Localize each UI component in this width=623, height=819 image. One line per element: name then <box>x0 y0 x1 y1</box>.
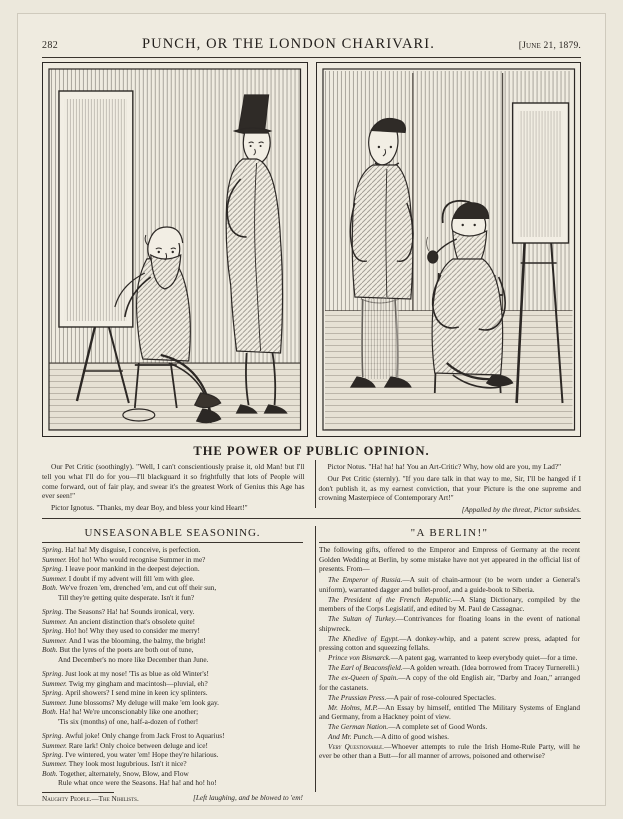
right-article-intro: The following gifts, offered to the Emperor and Empress of Germany at the recent Golden Wedding at Berlin, by some mistake have not yet appeared in the official list of presents. From— <box>319 545 580 574</box>
gift-entry <box>319 673 580 692</box>
gift-entry <box>319 732 580 741</box>
gift-description: —An Essay by himself, entitled The Military Systems of England and Germany, from a Hackney point of view. <box>319 702 580 722</box>
article-a-berlin <box>319 526 580 802</box>
gift-source: Prince von Bismarck. <box>328 653 391 663</box>
poem-speaker: Spring. <box>42 749 66 759</box>
poem-line: Summer. Rare lark! Only choice between deluge and ice! <box>42 740 208 750</box>
poem-speaker: Summer. <box>42 740 69 750</box>
poem-line: Summer. June blossoms? My deluge will make 'em look gay. <box>42 697 219 707</box>
poem-speaker: Spring. <box>42 669 66 679</box>
poem-speaker: Both. <box>42 707 60 717</box>
dialogue-line: Pictor Ignotus. "Thanks, my dear Boy, and bless your kind Heart!" <box>51 503 248 513</box>
article-unseasonable-seasoning <box>42 526 303 802</box>
dialogue-line: Our Pet Critic (sternly). "If you dare talk in that way to me, Sir, I'll be hanged if I don't publish it, as my earnest conviction, that your Picture is the one supreme and crowning Masterpiece of Contemporary Art!" <box>318 473 581 503</box>
poem-line: Spring. I leave poor mankind in the deepest dejection. <box>42 564 200 574</box>
gift-description: —A donkey-whip, and a patent screw press, adapted for pressing cotton and squeezing fellahs. <box>319 633 580 653</box>
body-columns <box>42 526 581 802</box>
gift-entry <box>319 614 580 633</box>
poem-line: Both. But the lyres of the poets are both out of tune, <box>42 645 194 655</box>
footer-rule <box>42 792 114 793</box>
gift-source: The Prussian Press. <box>328 692 387 702</box>
gift-entry <box>319 575 580 594</box>
gift-description: —Contrivances for floating loans in the event of national shipwreck. <box>319 614 580 633</box>
gift-entry <box>319 703 580 722</box>
gift-source: The Khedive of Egypt. <box>328 633 400 643</box>
gift-entry <box>319 595 580 614</box>
masthead <box>42 36 581 58</box>
poem-speaker: Summer. <box>42 635 69 645</box>
poem-line: Both. Together, alternately, Snow, Blow, and Flow <box>42 768 189 778</box>
dialogue-stage-direction: [Appalled by the threat, Pictor subsides. <box>461 505 581 515</box>
printed-sheet <box>18 14 605 805</box>
dialogue-line: Pictor Notus. "Ha! ha! ha! You an Art-Critic? Why, how old are you, my Lad?" <box>327 462 562 471</box>
gift-source: The Emperor of Russia. <box>328 575 403 585</box>
very-questionable-note <box>319 742 580 761</box>
gift-description: —A golden wreath. (Idea borrowed from Tracey Turnerelli.) <box>402 663 580 673</box>
gift-entry <box>319 722 580 731</box>
poem-speaker: Summer. <box>42 697 69 707</box>
poem-line: Spring. Ho! ho! Why they used to consider me merry! <box>42 626 200 636</box>
poem-speaker: Spring. <box>42 626 66 636</box>
engraving-left-art <box>43 63 307 436</box>
naughty-people-note: Naughty People.—The Nihilists. <box>42 794 139 803</box>
dialogue-line: Our Pet Critic (soothingly). "Well, I can't conscientiously praise it, old Man! but I'll tell you what I'll do for you—I'll blackguard it so frightfully that lots of People will come forward, out of fair play, and swear it's the greatest Work of Genius this Age has ever seen!" <box>42 462 305 501</box>
poem-line: Spring. The Seasons? Ha! ha! Sounds ironical, very. <box>42 607 195 617</box>
gift-source: The President of the French Republic. <box>328 594 453 604</box>
poem-line: Summer. I doubt if my advent will fill 'em with glee. <box>42 573 195 583</box>
poem-line: Spring. April showers? I send mine in keen icy splinters. <box>42 688 208 698</box>
gift-description: —A copy of the old English air, "Darby and Joan," arranged for the castanets. <box>319 673 580 692</box>
poem-speaker: Spring. <box>42 731 66 741</box>
engraving-left-artist-and-critic <box>42 62 308 437</box>
engraving-right-two-critics <box>316 62 582 437</box>
poem-speaker: Spring. <box>42 607 66 617</box>
gift-entry <box>319 663 580 672</box>
gift-source: Mr. Holms, M.P. <box>328 702 378 712</box>
poem-speaker: Both. <box>42 768 60 778</box>
cartoon-plate <box>42 62 581 437</box>
poem-speaker: Spring. <box>42 564 66 574</box>
poem-line: Spring. Ha! ha! My disguise, I conceive, is perfection. <box>42 545 201 555</box>
poem-speaker: Both. <box>42 645 60 655</box>
gift-source: The German Nation. <box>328 722 389 732</box>
gift-source: The Sultan of Turkey. <box>328 614 397 624</box>
dialogue-right-column <box>319 462 582 517</box>
cartoon-dialogue <box>42 462 581 517</box>
section-rule <box>42 518 581 519</box>
poem-stanza <box>42 731 303 788</box>
poem-line: Summer. Twig my gingham and macintosh—pluvial, eh? <box>42 678 208 688</box>
gift-description: —A patent gag, warranted to keep everybody quiet—for a time. <box>390 653 578 663</box>
poem-line: 'Tis six (months) of one, half-a-dozen of t'other! <box>58 716 199 726</box>
poem-speaker: Summer. <box>42 678 69 688</box>
poem-line: Summer. Ho! ho! Who would recognise Summer in me? <box>42 554 206 564</box>
gift-description: —A suit of chain-armour (to be worn under a General's uniform), warranted dagger and bullet-proof, and a guide-book to Siberia. <box>319 575 580 594</box>
poem-line: Rule what once were the Seasons. Ha! ha! and ho! ho! <box>58 778 217 788</box>
gift-entry <box>319 653 580 662</box>
poem-body <box>42 545 303 788</box>
poem-stanza <box>42 545 303 602</box>
left-column-footer <box>42 790 303 804</box>
gift-description: —A pair of rose-coloured Spectacles. <box>386 692 496 702</box>
gift-source: The Earl of Beaconsfield. <box>328 663 403 673</box>
dialogue-left-column <box>42 462 305 517</box>
poem-line: Summer. An ancient distinction that's obsolete quite! <box>42 616 196 626</box>
poem-speaker: Both. <box>42 583 60 593</box>
poem-line: And December's no more like December than June. <box>58 654 209 664</box>
gift-description: —A ditto of good wishes. <box>373 732 450 741</box>
publication-title: PUNCH, OR THE LONDON CHARIVARI. <box>141 36 435 52</box>
gift-list <box>319 575 580 741</box>
poem-stanza <box>42 607 303 664</box>
poem-stage-direction: [Left laughing, and be blowed to 'em! <box>193 792 303 802</box>
poem-speaker: Spring. <box>42 545 66 555</box>
poem-line: Both. We've frozen 'em, drenched 'em, and cut off their sun, <box>42 583 217 593</box>
gift-source: The ex-Queen of Spain. <box>328 673 399 683</box>
issue-date: [June 21, 1879. <box>518 41 581 51</box>
poem-line: Spring. Just look at my nose! 'Tis as blue as old Winter's! <box>42 669 209 679</box>
poem-stanza <box>42 669 303 726</box>
right-article-heading: "A BERLIN!" <box>319 526 580 543</box>
poem-speaker: Spring. <box>42 688 66 698</box>
poem-speaker: Summer. <box>42 573 69 583</box>
gift-entry <box>319 693 580 702</box>
poem-line: Summer. They look most lugubrious. Isn't it nice? <box>42 759 187 769</box>
gift-entry <box>319 634 580 653</box>
poem-line: Till they're getting quite desperate. Isn't it fun? <box>58 592 195 602</box>
poem-line: Summer. And I was the blooming, the balmy, the bright! <box>42 635 206 645</box>
poem-line: Both. Ha! ha! We're unconscionably like one another; <box>42 707 199 717</box>
very-questionable-text: —Whoever attempts to rule the Irish Home-Rule Party, will he ever be other than a Butt—for all manner of arrows, poisoned and otherwise? <box>319 741 580 761</box>
cartoon-title: THE POWER OF PUBLIC OPINION. <box>193 444 430 458</box>
engraving-right-art <box>317 63 581 436</box>
very-questionable-label: Very Questionable. <box>328 741 385 751</box>
poem-line: Spring. Awful joke! Only change from Jack Frost to Aquarius! <box>42 731 225 741</box>
poem-speaker: Summer. <box>42 554 69 564</box>
poem-line: Spring. I've wintered, you water 'em! Hope they're hilarious. <box>42 749 219 759</box>
gift-source: And Mr. Punch. <box>328 732 374 741</box>
poem-speaker: Summer. <box>42 616 69 626</box>
poem-speaker: Summer. <box>42 759 69 769</box>
left-article-heading: UNSEASONABLE SEASONING. <box>42 526 303 543</box>
gift-description: —A complete set of Good Words. <box>388 722 488 732</box>
page-number: 282 <box>42 40 59 51</box>
gift-description: —A Slang Dictionary, compiled by the members of the Corps Legislatif, and edited by M. Paul de Cassagnac. <box>319 594 580 614</box>
